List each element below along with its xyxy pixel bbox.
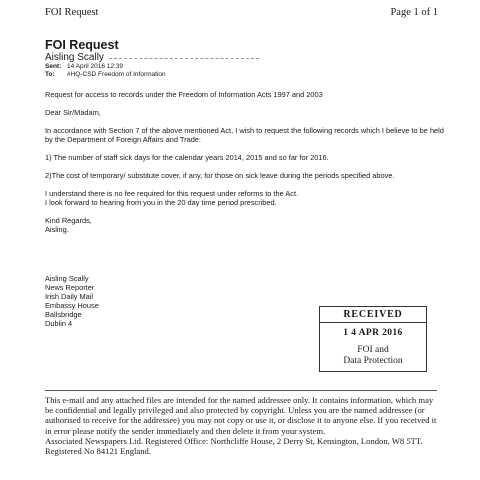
request-item-1: 1) The number of staff sick days for the calendar years 2014, 2015 and so far for 2016.	[45, 153, 329, 162]
sender-name: Aisling Scally	[45, 52, 104, 63]
received-stamp	[319, 306, 427, 372]
to-label: To:	[45, 70, 55, 78]
signature-block	[45, 274, 99, 328]
to-row	[45, 71, 166, 79]
company-registration: Associated Newspapers Ltd. Registered Office: Northcliffe House, 2 Derry St, Kensington, London, W8 5TT. Registered No 84121 England.	[45, 435, 423, 457]
page-header-title: FOI Request	[45, 7, 99, 18]
salutation: Dear Sir/Madam,	[45, 108, 101, 117]
forward-statement: I look forward to hearing from you in the 20 day time period prescribed.	[45, 198, 277, 207]
stamp-divider	[320, 322, 426, 323]
page-header	[45, 7, 438, 21]
email-header	[45, 38, 166, 78]
stamp-department-line: FOI and	[357, 345, 389, 355]
letter-body	[45, 90, 445, 234]
email-subject-title: FOI Request	[45, 38, 119, 52]
disclaimer-text: This e-mail and any attached files are intended for the named addressee only. It contains information, which may be confidential and legally privileged and also protected by copyright. Unless you are the named addressee (or authorised to receive for the addressee) you may not copy or use it, or disclose it to anyone else. If you received it in error please notify the sender immediately and then delete it from your system.	[45, 395, 437, 436]
sent-label: Sent:	[45, 63, 62, 70]
closing: Kind Regards,	[45, 216, 92, 225]
signature-line: Aisling Scally	[45, 274, 89, 283]
stamp-title: RECEIVED	[343, 309, 403, 320]
stamp-date: 1 4 APR 2016	[343, 328, 403, 338]
letter-intro: In accordance with Section 7 of the above mentioned Act, I wish to request the following records which I believe to be held by the Department of Foreign Affairs and Trade:	[45, 126, 444, 144]
closing-name: Aisling.	[45, 225, 69, 234]
request-item-2: 2)The cost of temporary/ substitute cover, if any, for those on sick leave during the periods specified above.	[45, 171, 395, 180]
stamp-department	[320, 345, 426, 366]
signature-line: Dublin 4	[45, 319, 73, 328]
page-number: Page 1 of 1	[390, 7, 438, 18]
email-sender	[45, 52, 166, 63]
signature-line: Ballsbridge	[45, 310, 82, 319]
sent-row	[45, 63, 166, 71]
letter-subject: Request for access to records under the Freedom of Information Acts 1997 and 2003	[45, 90, 323, 99]
sent-value: 14 April 2016 12:39	[67, 63, 124, 70]
redacted-email-address	[109, 58, 259, 61]
signature-line: News Reporter	[45, 283, 95, 292]
signature-line: Embassy House	[45, 301, 99, 310]
stamp-department-line: Data Protection	[343, 355, 403, 366]
signature-line: Irish Daily Mail	[45, 292, 94, 301]
fee-statement: I understand there is no fee required for this request under reforms to the Act.	[45, 189, 299, 198]
email-disclaimer	[45, 390, 437, 456]
to-value: #HQ-CSD Freedom of Information	[67, 70, 166, 78]
